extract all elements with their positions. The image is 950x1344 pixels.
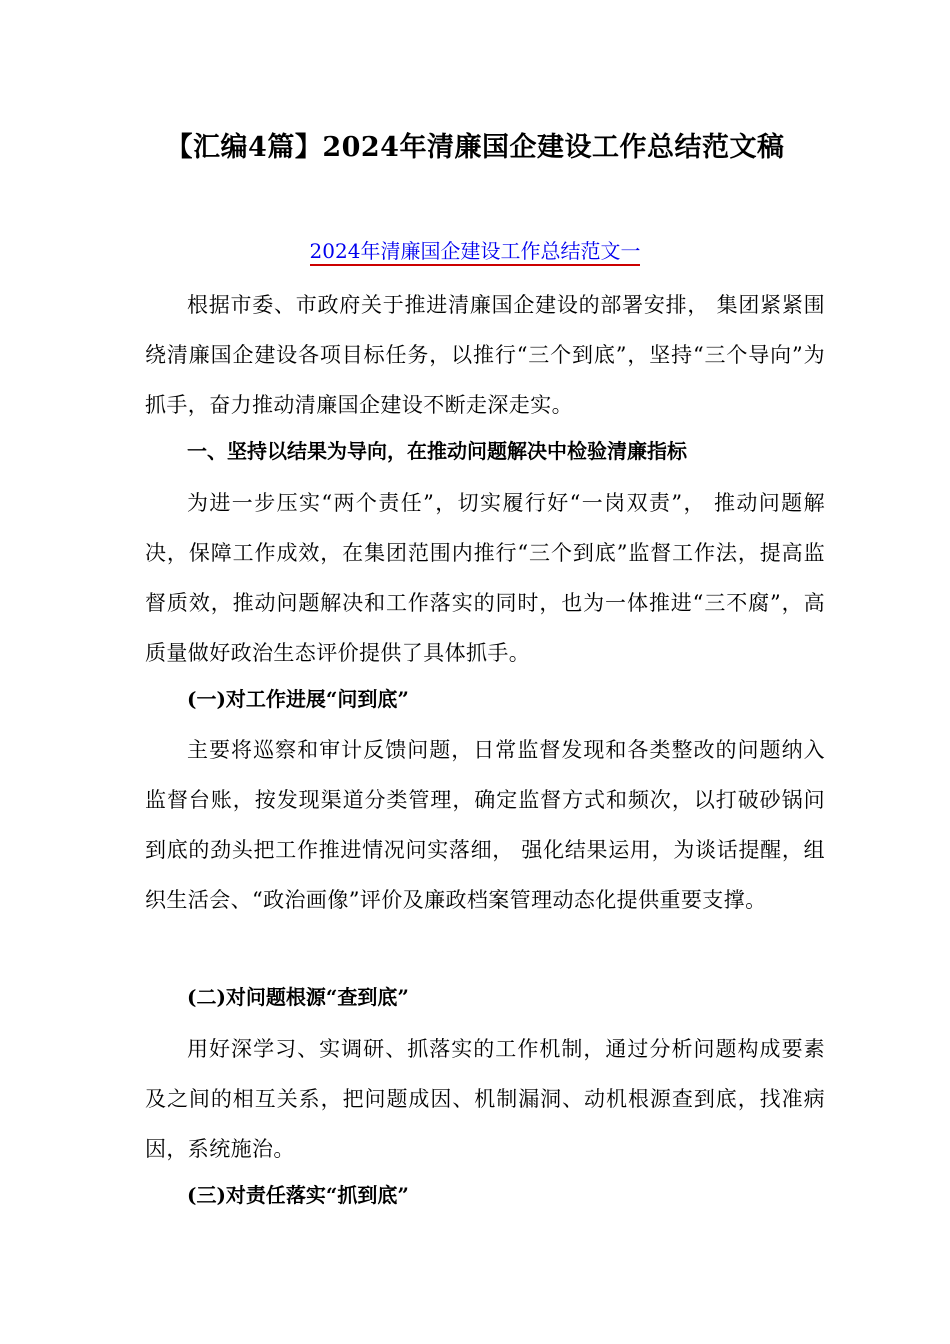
subheading-1-3: (三)对责任落实“抓到底” [187,1183,409,1207]
document-title: 【汇编4篇】2024年清廉国企建设工作总结范文稿 [165,132,785,163]
body-paragraph-1-2: 用好深学习、实调研、抓落实的工作机制，通过分析问题构成要素及之间的相互关系，把问题成因、机制漏洞、动机根源查到底，找准病因，系统施治。 [145,1037,825,1161]
subheading-1-1: (一)对工作进展“问到底” [187,687,409,711]
body-paragraph-1-1: 主要将巡察和审计反馈问题，日常监督发现和各类整改的问题纳入监督台账，按发现渠道分类管理，确定监督方式和频次，以打破砂锅问到底的劲头把工作推进情况问实落细， 强化结果运用，为谈话提醒，组织生活会、“政治画像”评价及廉政档案管理动态化提供重要支撑。 [145,738,825,912]
body-paragraph-1: 为进一步压实“两个责任”，切实履行好“一岗双责”， 推动问题解决，保障工作成效，在集团范围内推行“三个到底”监督工作法，提高监督质效，推动问题解决和工作落实的同时，也为一体推进“三不腐”，高质量做好政治生态评价提供了具体抓手。 [145,491,825,665]
subheading-1-2: (二)对问题根源“查到底” [187,985,409,1009]
intro-paragraph: 根据市委、市政府关于推进清廉国企建设的部署安排， 集团紧紧围绕清廉国企建设各项目标任务，以推行“三个到底”，坚持“三个导向”为抓手，奋力推动清廉国企建设不断走深走实。 [145,293,825,417]
section-heading-1: 一、坚持以结果为导向，在推动问题解决中检验清廉指标 [187,439,687,463]
section-link-container [0,236,950,268]
section-one-link[interactable]: 2024年清廉国企建设工作总结范文一 [310,239,641,266]
